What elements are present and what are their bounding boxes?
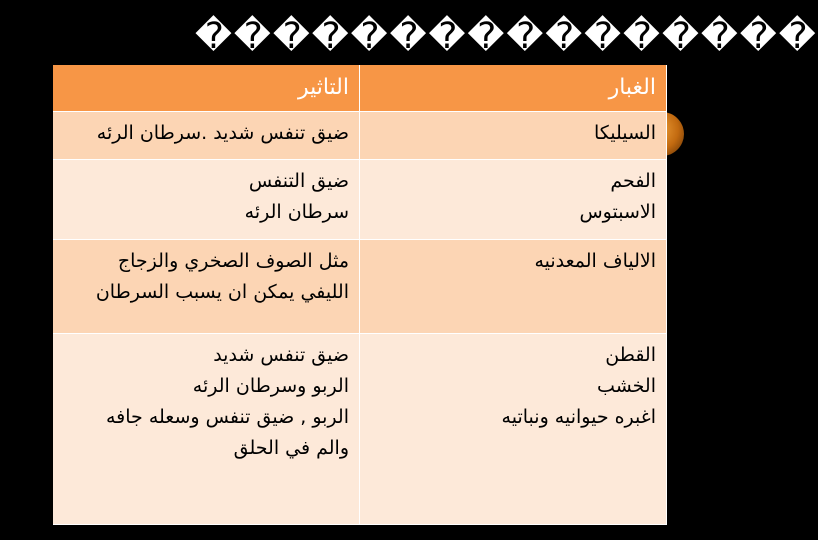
row-4-effect-line-4: والم في الحلق bbox=[233, 437, 349, 459]
row-4-effect bbox=[53, 334, 360, 525]
row-2-dust-line-2: الاسبتوس bbox=[579, 201, 656, 223]
row-2-dust-line-1: الفحم bbox=[610, 170, 656, 192]
row-4-dust-line-1: القطن bbox=[605, 344, 656, 366]
row-4-dust bbox=[360, 334, 667, 525]
row-2-effect bbox=[53, 160, 360, 240]
row-4-dust-line-2: الخشب bbox=[597, 375, 656, 397]
dust-effects-table bbox=[53, 65, 667, 525]
row-3-effect bbox=[53, 240, 360, 334]
row-4-effect-line-3: الربو , ضيق تنفس وسعله جافه bbox=[105, 406, 349, 428]
row-3-effect-line-1: مثل الصوف الصخري والزجاج bbox=[117, 250, 349, 272]
row-2-effect-line-1: ضيق التنفس bbox=[248, 170, 349, 192]
row-3-dust-line-1: الالياف المعدنيه bbox=[534, 250, 656, 272]
row-2-effect-line-2: سرطان الرئه bbox=[244, 201, 349, 223]
header-effect: التاثير bbox=[53, 65, 360, 112]
slide-title: ���������������� bbox=[195, 16, 818, 57]
row-1-effect-line-1: ضيق تنفس شديد .سرطان الرئه bbox=[96, 122, 349, 144]
header-dust: الغبار bbox=[360, 65, 667, 112]
row-4-effect-line-1: ضيق تنفس شديد bbox=[213, 344, 349, 366]
row-1-effect bbox=[53, 112, 360, 160]
row-1-dust bbox=[360, 112, 667, 160]
row-4-effect-line-2: الربو وسرطان الرئه bbox=[192, 375, 349, 397]
row-4-dust-line-3: اغبره حيوانيه ونباتيه bbox=[501, 406, 656, 428]
row-1-dust-line-1: السيليكا bbox=[593, 122, 656, 144]
row-3-dust bbox=[360, 240, 667, 334]
row-2-dust bbox=[360, 160, 667, 240]
row-3-effect-line-2: الليفي يمكن ان يسبب السرطان bbox=[95, 281, 349, 303]
